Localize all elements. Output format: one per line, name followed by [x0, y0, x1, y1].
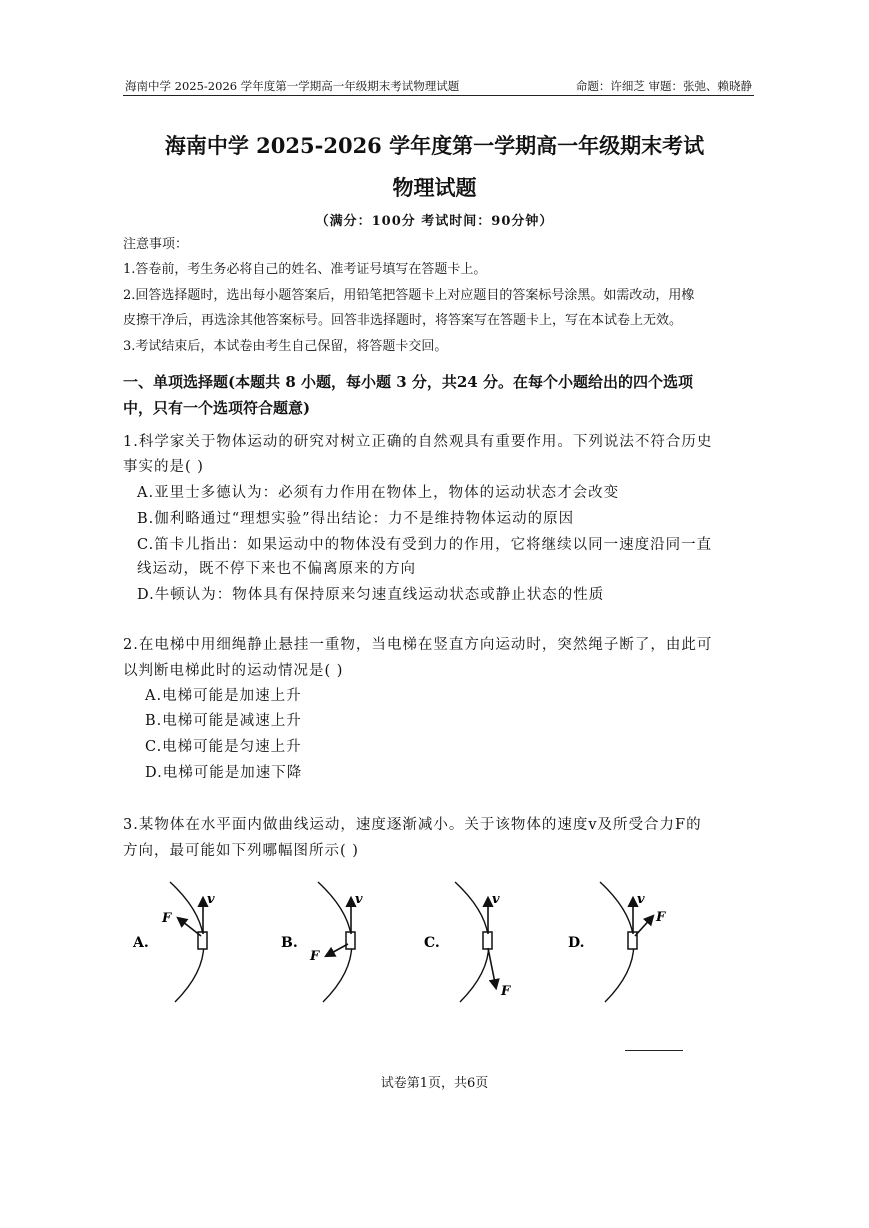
q2-option-b: B.电梯可能是减速上升 — [145, 713, 302, 729]
q1-option-b: B.伽利略通过“理想实验”得出结论：力不是维持物体运动的原因 — [137, 511, 575, 527]
section-heading-line1: 一、单项选择题(本题共 8 小题，每小题 3 分，共24 分。在每个小题给出的四个选项 — [123, 373, 693, 391]
exam-meta: （满分：100分 考试时间：90分钟） — [315, 214, 554, 229]
velocity-label-c: v — [492, 892, 500, 907]
velocity-label-b: v — [355, 892, 363, 907]
q3-stem-cont: 方向，最可能如下列哪幅图所示( ) — [123, 843, 359, 859]
force-arrow-a — [178, 918, 201, 936]
q1-option-a: A.亚里士多德认为：必须有力作用在物体上，物体的运动状态才会改变 — [137, 485, 620, 501]
force-label-d: F — [656, 910, 666, 925]
q3-stem: 3.某物体在水平面内做曲线运动，速度逐渐减小。关于该物体的速度v及所受合力F的 — [123, 817, 702, 833]
q1-stem-cont: 事实的是( ) — [123, 459, 204, 475]
q3-figures — [0, 860, 869, 1060]
velocity-label-d: v — [637, 892, 645, 907]
q2-option-c: C.电梯可能是匀速上升 — [145, 739, 302, 755]
page-number: 试卷第1页，共6页 — [380, 1076, 489, 1091]
header-rule — [123, 95, 754, 96]
header-authors: 命题：许细芝 审题：张弛、赖晓静 — [575, 79, 752, 93]
object-block-b — [346, 932, 355, 949]
q3-figure-c — [424, 882, 511, 1002]
q2-stem-cont: 以判断电梯此时的运动情况是( ) — [123, 663, 344, 679]
note-item-3: 3.考试结束后，本试卷由考生自己保留，将答题卡交回。 — [123, 339, 448, 354]
notes-heading: 注意事项： — [123, 237, 189, 252]
q2-stem: 2.在电梯中用细绳静止悬挂一重物，当电梯在竖直方向运动时，突然绳子断了，由此可 — [123, 637, 713, 653]
figure-d-label: D. — [568, 935, 585, 951]
q2-option-a: A.电梯可能是加速上升 — [145, 688, 302, 704]
figure-b-label: B. — [281, 935, 298, 951]
force-label-c: F — [501, 984, 511, 999]
answer-rule — [625, 1050, 683, 1051]
page-subtitle: 物理试题 — [392, 175, 477, 200]
q3-figure-d — [568, 882, 666, 1002]
q3-figure-b — [281, 882, 363, 1002]
note-item-1: 1.答卷前，考生务必将自己的姓名、准考证号填写在答题卡上。 — [123, 262, 487, 277]
page-title: 海南中学 2025-2026 学年度第一学期高一年级期末考试 — [164, 133, 705, 158]
force-arrow-b — [326, 944, 348, 956]
section-heading-line2: 中，只有一个选项符合题意) — [123, 399, 311, 417]
q3-figure-a — [132, 882, 215, 1002]
object-block-c — [483, 932, 492, 949]
figure-a-label: A. — [133, 935, 149, 951]
force-arrow-c — [488, 948, 496, 988]
note-item-2: 2.回答选择题时，选出每小题答案后，用铅笔把答题卡上对应题目的答案标号涂黑。如需改动，用橡 — [123, 288, 695, 303]
header-title: 海南中学 2025-2026 学年度第一学期高一年级期末考试物理试题 — [125, 79, 460, 93]
note-item-2-cont: 皮擦干净后，再选涂其他答案标号。回答非选择题时，将答案写在答题卡上，写在本试卷上无效。 — [123, 313, 683, 328]
q2-option-d: D.电梯可能是加速下降 — [145, 765, 303, 781]
q1-option-c: C.笛卡儿指出：如果运动中的物体没有受到力的作用，它将继续以同一速度沿同一直 — [137, 537, 713, 553]
velocity-label-a: v — [207, 892, 215, 907]
q1-stem: 1.科学家关于物体运动的研究对树立正确的自然观具有重要作用。下列说法不符合历史 — [123, 434, 713, 450]
force-label-b: F — [310, 949, 320, 964]
q1-option-c-cont: 线运动，既不停下来也不偏离原来的方向 — [137, 561, 416, 577]
force-arrow-d — [635, 916, 653, 936]
figure-c-label: C. — [424, 935, 440, 951]
force-label-a: F — [162, 911, 172, 926]
q1-option-d: D.牛顿认为：物体具有保持原来匀速直线运动状态或静止状态的性质 — [137, 587, 605, 603]
